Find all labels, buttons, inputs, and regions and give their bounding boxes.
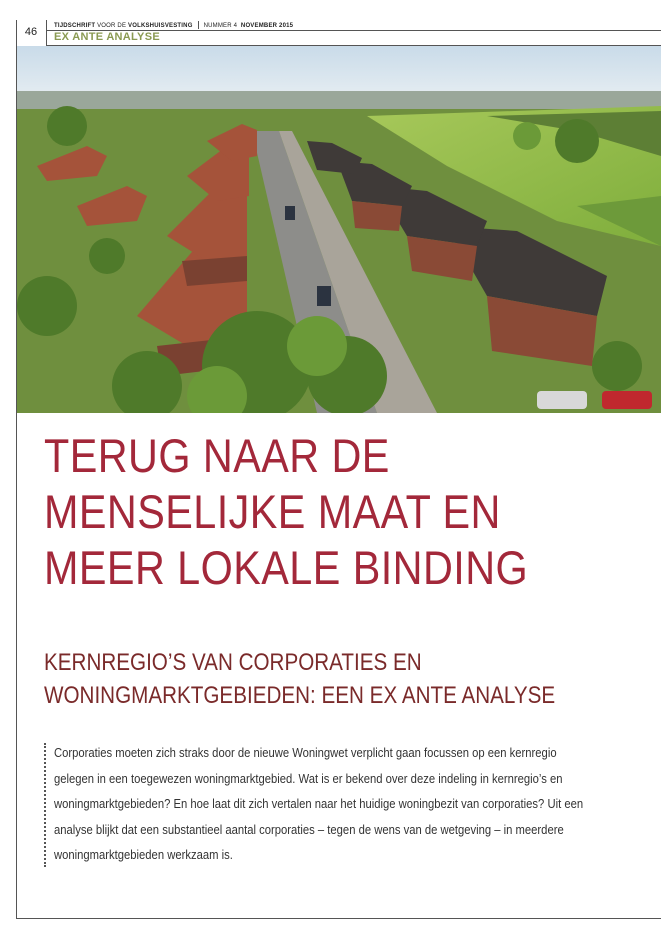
aerial-photo-illustration bbox=[17, 46, 661, 413]
intro-line-3: woningmarktgebieden? En hoe laat dit zich vertalen naar het huidige woningbezit van corporaties? Uit een bbox=[54, 797, 584, 811]
subtitle-line-1: KERNREGIO’S VAN CORPORATIES EN bbox=[44, 649, 422, 676]
article-subtitle bbox=[44, 646, 577, 712]
intro-dotted-rule bbox=[44, 743, 46, 867]
subtitle-line-2: WONINGMARKTGEBIEDEN: EEN EX ANTE ANALYSE bbox=[44, 682, 556, 709]
intro-line-2: gelegen in een toegewezen woningmarktgebied. Wat is er bekend over deze indeling in kernregio’s en bbox=[54, 771, 563, 786]
aerial-photo bbox=[17, 46, 661, 413]
journal-running-head bbox=[54, 21, 293, 29]
intro-line-5: woningmarktgebieden werkzaam is. bbox=[54, 848, 233, 862]
header-separator bbox=[198, 21, 199, 29]
article-intro bbox=[54, 741, 594, 869]
journal-title-part3: VOLKSHUISVESTING bbox=[128, 23, 193, 29]
section-label: EX ANTE ANALYSE bbox=[54, 31, 160, 43]
intro-line-1: Corporaties moeten zich straks door de nieuwe Woningwet verplicht gaan focussen op een kernregio bbox=[54, 746, 557, 760]
intro-line-4: analyse blijkt dat een substantieel aantal corporaties – tegen de wens van de wetgeving – in meerdere bbox=[54, 822, 564, 837]
page-number: 46 bbox=[16, 20, 47, 46]
journal-title-part2: VOOR DE bbox=[95, 23, 129, 29]
running-header bbox=[16, 20, 661, 46]
title-line-1: TERUG NAAR DE bbox=[44, 429, 390, 482]
article-title bbox=[44, 428, 572, 596]
title-line-2: MENSELIJKE MAAT EN bbox=[44, 485, 501, 538]
journal-title-part1: TIJDSCHRIFT bbox=[54, 23, 96, 29]
issue-date: NOVEMBER 2015 bbox=[240, 23, 294, 29]
title-line-3: MEER LOKALE BINDING bbox=[44, 541, 529, 594]
issue-label: NUMMER 4 bbox=[203, 23, 238, 29]
